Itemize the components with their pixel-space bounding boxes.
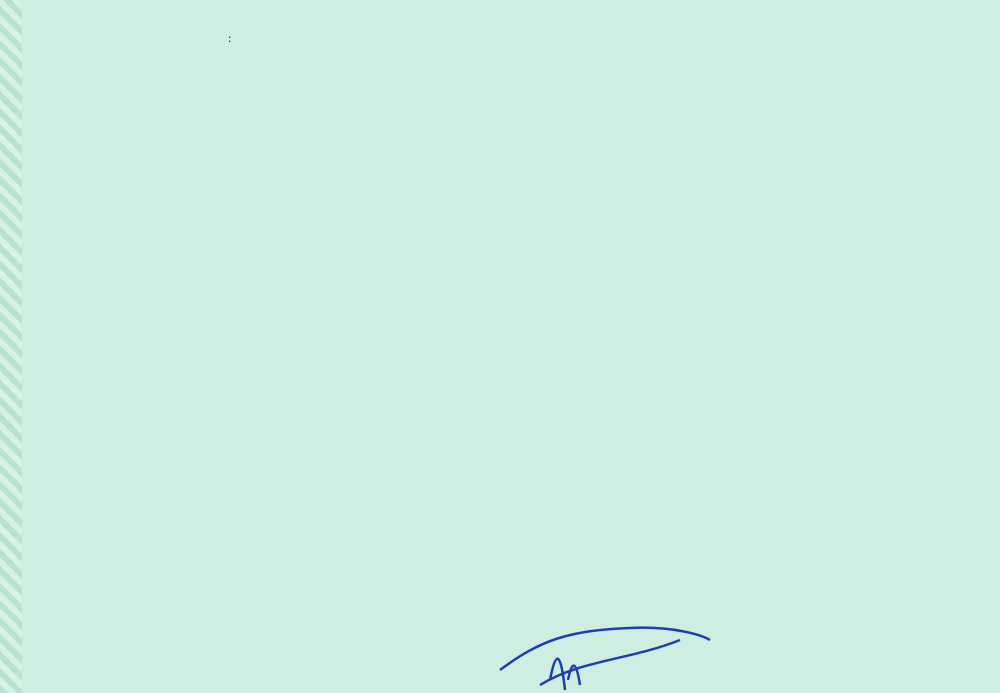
decorative-border <box>0 0 22 693</box>
signature <box>480 600 720 693</box>
colon: : <box>228 31 232 45</box>
